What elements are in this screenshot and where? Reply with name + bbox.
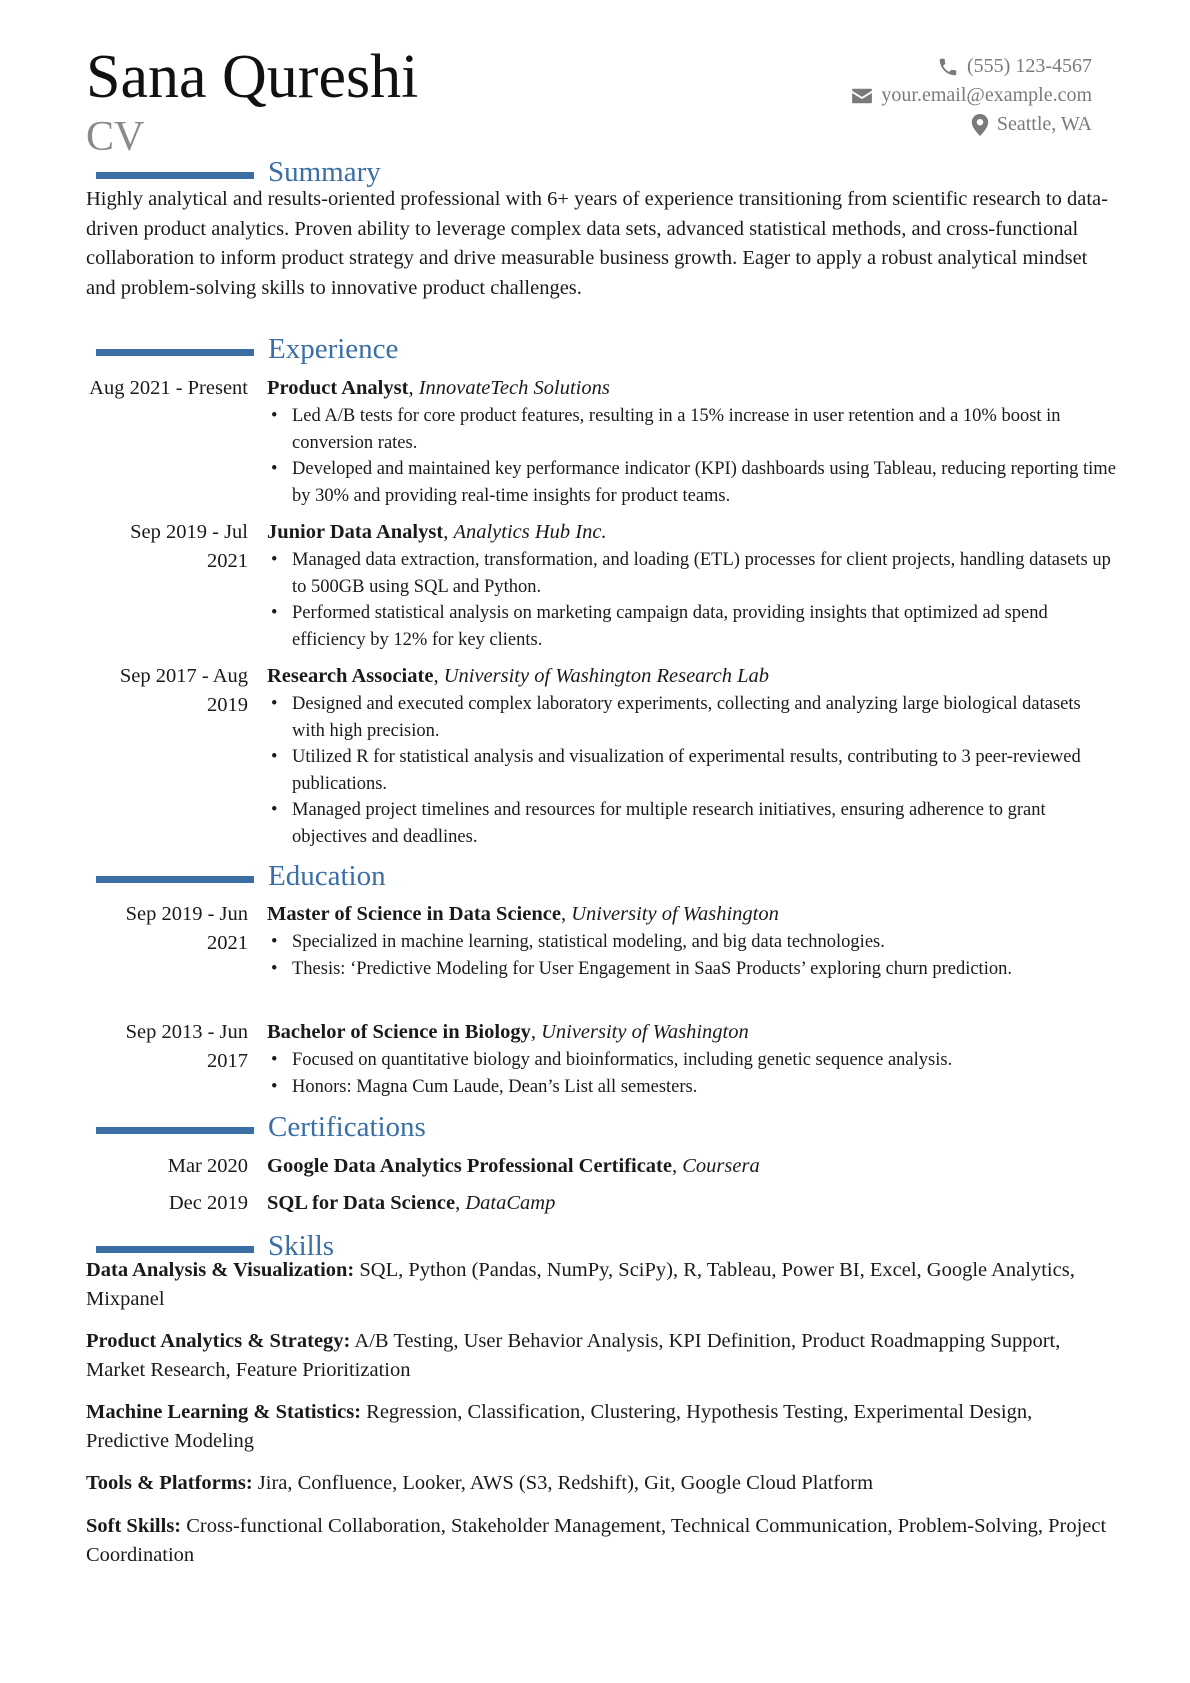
skill-group bbox=[86, 1256, 1116, 1314]
entry-body bbox=[267, 1189, 1117, 1218]
entry-bullets bbox=[267, 1047, 1117, 1100]
entry-date: Sep 2019 - Jul 2021 bbox=[130, 521, 248, 572]
certificate-issuer: DataCamp bbox=[465, 1192, 556, 1214]
entry-role: Product Analyst bbox=[267, 377, 409, 399]
skill-group bbox=[86, 1469, 1116, 1498]
list-item: • Thesis: ‘Predictive Modeling for User Engagement in SaaS Products’ exploring churn prediction. bbox=[267, 956, 1117, 983]
section-title: Education bbox=[268, 860, 386, 892]
skill-group-label: Soft Skills: bbox=[86, 1515, 182, 1537]
entry-body bbox=[267, 900, 1117, 982]
skill-group-items: Regression, Classification, Clustering, Hypothesis Testing, Experimental Design, Predictive Modeling bbox=[86, 1401, 1033, 1452]
skill-group-label: Data Analysis & Visualization: bbox=[86, 1259, 355, 1281]
entry-body bbox=[267, 1152, 1117, 1181]
section-accent-bar bbox=[96, 1127, 254, 1134]
section-accent-bar bbox=[96, 1246, 254, 1253]
entry-date: Sep 2013 - Jun 2017 bbox=[125, 1021, 248, 1072]
entry-title-line: Junior Data Analyst, Analytics Hub Inc. bbox=[267, 521, 607, 543]
summary-text: Highly analytical and results-oriented professional with 6+ years of experience transitioning from scientific research to data-driven product analytics. Proven ability to leverage complex data sets, advanced statistical methods, and cross-functional collaboration to inform product strategy and drive measurable business growth. Eager to apply a robust analytical mindset and problem-solving skills to innovative product challenges. bbox=[86, 188, 1108, 299]
section-title: Experience bbox=[268, 333, 399, 365]
skill-group-items: SQL, Python (Pandas, NumPy, SciPy), R, Tableau, Power BI, Excel, Google Analytics, Mixpanel bbox=[86, 1259, 1075, 1310]
entry-body bbox=[267, 1018, 1117, 1100]
section-title: Summary bbox=[268, 156, 381, 188]
skill-group-items: Jira, Confluence, Looker, AWS (S3, Redshift), Git, Google Cloud Platform bbox=[257, 1472, 874, 1494]
entry-institution: University of Washington bbox=[541, 1021, 749, 1043]
candidate-name: Sana Qureshi bbox=[86, 43, 419, 111]
contact-phone bbox=[851, 52, 1092, 81]
entry-organization: University of Washington Research Lab bbox=[443, 665, 770, 687]
entry-date: Aug 2021 - Present bbox=[89, 377, 248, 399]
entry-date: Sep 2019 - Jun 2021 bbox=[125, 903, 248, 954]
section-title: Certifications bbox=[268, 1111, 426, 1143]
certificate-name: Google Data Analytics Professional Certificate bbox=[267, 1155, 672, 1177]
skill-group-items: A/B Testing, User Behavior Analysis, KPI Definition, Product Roadmapping Support, Market Research, Feature Prioritization bbox=[86, 1330, 1061, 1381]
entry-date: Sep 2017 - Aug 2019 bbox=[119, 665, 248, 716]
list-item: • Designed and executed complex laboratory experiments, collecting and analyzing large biological datasets with high precision. bbox=[267, 691, 1117, 744]
entry-title-line: Research Associate, University of Washington Research Lab bbox=[267, 665, 770, 687]
entry-degree: Master of Science in Data Science bbox=[267, 903, 561, 925]
entry-institution: University of Washington bbox=[571, 903, 779, 925]
entry-title-line: Google Data Analytics Professional Certificate, Coursera bbox=[267, 1155, 760, 1177]
map-pin-icon bbox=[971, 114, 989, 136]
list-item: • Managed data extraction, transformation, and loading (ETL) processes for client projects, handling datasets up to 500GB using SQL and Python. bbox=[267, 547, 1117, 600]
skill-group-label: Tools & Platforms: bbox=[86, 1472, 253, 1494]
location-text: Seattle, WA bbox=[996, 113, 1092, 135]
contact-block bbox=[851, 52, 1092, 139]
list-item: • Managed project timelines and resources for multiple research initiatives, ensuring adherence to grant objectives and deadlines. bbox=[267, 797, 1117, 850]
document-subtitle: CV bbox=[86, 114, 145, 160]
entry-bullets bbox=[267, 929, 1117, 982]
section-title: Skills bbox=[268, 1230, 335, 1262]
entry-role: Junior Data Analyst bbox=[267, 521, 444, 543]
entry-body bbox=[267, 662, 1117, 850]
section-accent-bar bbox=[96, 172, 254, 179]
skill-group bbox=[86, 1398, 1116, 1456]
skill-group-items: Cross-functional Collaboration, Stakeholder Management, Technical Communication, Problem-Solving, Project Coordination bbox=[86, 1515, 1107, 1566]
entry-body bbox=[267, 518, 1117, 653]
phone-text[interactable]: (555) 123-4567 bbox=[967, 55, 1092, 77]
list-item: • Focused on quantitative biology and bioinformatics, including genetic sequence analysis. bbox=[267, 1047, 1117, 1074]
certificate-issuer: Coursera bbox=[682, 1155, 760, 1177]
skill-group-label: Product Analytics & Strategy: bbox=[86, 1330, 351, 1352]
skill-group-label: Machine Learning & Statistics: bbox=[86, 1401, 362, 1423]
entry-body bbox=[267, 374, 1117, 509]
skill-group bbox=[86, 1512, 1116, 1570]
entry-date: Mar 2020 bbox=[167, 1155, 248, 1177]
list-item: • Performed statistical analysis on marketing campaign data, providing insights that optimized ad spend efficiency by 12% for key clients. bbox=[267, 600, 1117, 653]
list-item: • Led A/B tests for core product features, resulting in a 15% increase in user retention and a 10% boost in conversion rates. bbox=[267, 403, 1117, 456]
entry-title-line: Master of Science in Data Science, University of Washington bbox=[267, 903, 779, 925]
list-item: • Developed and maintained key performance indicator (KPI) dashboards using Tableau, reducing reporting time by 30% and providing real-time insights for product teams. bbox=[267, 456, 1117, 509]
entry-organization: InnovateTech Solutions bbox=[418, 377, 610, 399]
section-accent-bar bbox=[96, 349, 254, 356]
certificate-name: SQL for Data Science bbox=[267, 1192, 456, 1214]
envelope-icon bbox=[851, 87, 873, 105]
entry-organization: Analytics Hub Inc. bbox=[453, 521, 607, 543]
entry-title-line: Bachelor of Science in Biology, University of Washington bbox=[267, 1021, 749, 1043]
entry-bullets bbox=[267, 691, 1117, 850]
email-link[interactable]: your.email@example.com bbox=[881, 84, 1092, 106]
entry-role: Research Associate bbox=[267, 665, 434, 687]
list-item: • Honors: Magna Cum Laude, Dean’s List all semesters. bbox=[267, 1074, 1117, 1101]
phone-icon bbox=[937, 56, 959, 78]
entry-bullets bbox=[267, 403, 1117, 509]
entry-title-line: SQL for Data Science, DataCamp bbox=[267, 1192, 556, 1214]
contact-location bbox=[851, 110, 1092, 139]
list-item: • Specialized in machine learning, statistical modeling, and big data technologies. bbox=[267, 929, 1117, 956]
entry-title-line: Product Analyst, InnovateTech Solutions bbox=[267, 377, 610, 399]
list-item: • Utilized R for statistical analysis and visualization of experimental results, contributing to 3 peer-reviewed publications. bbox=[267, 744, 1117, 797]
skill-group bbox=[86, 1327, 1116, 1385]
entry-degree: Bachelor of Science in Biology bbox=[267, 1021, 531, 1043]
entry-bullets bbox=[267, 547, 1117, 653]
contact-email bbox=[851, 81, 1092, 110]
section-accent-bar bbox=[96, 876, 254, 883]
entry-date: Dec 2019 bbox=[168, 1192, 248, 1214]
